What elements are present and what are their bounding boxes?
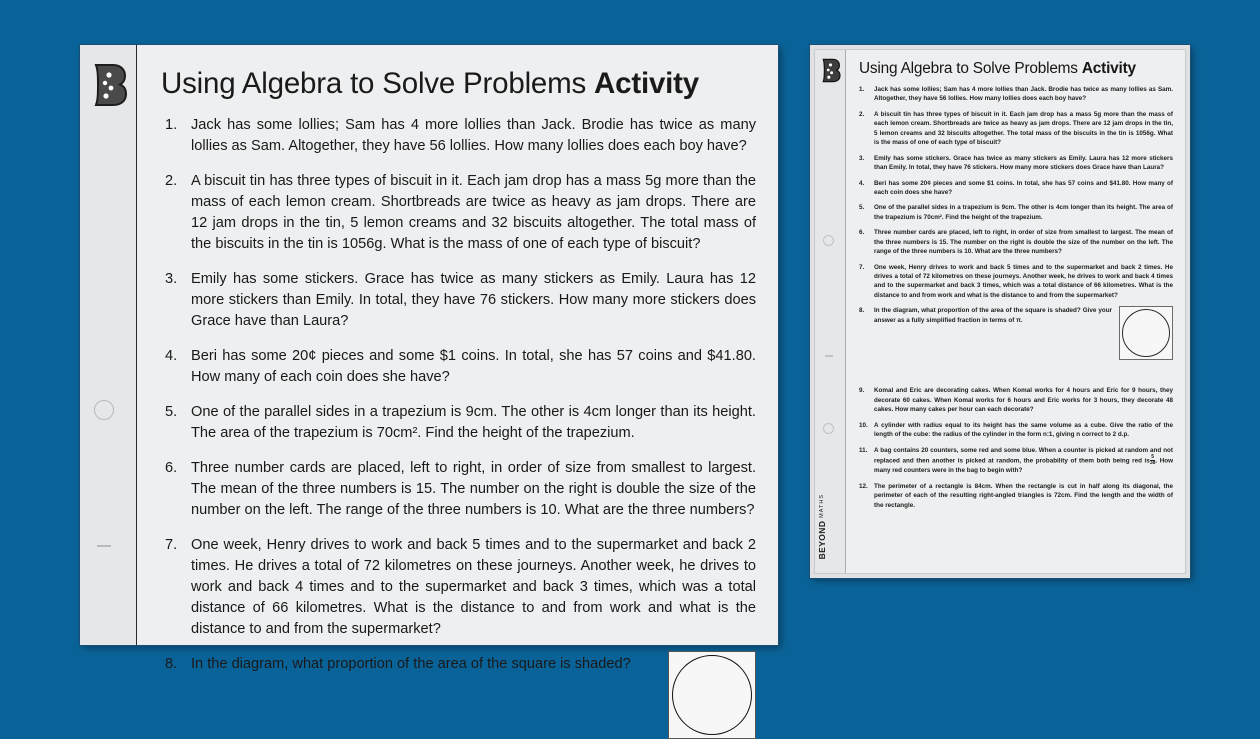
worksheet-body	[137, 45, 778, 672]
thumbnail-question-item	[857, 154, 1173, 173]
beyond-b-logo-icon	[92, 63, 126, 107]
question-item	[159, 535, 756, 640]
page-title-bold: Activity	[594, 67, 700, 100]
thumbnail-question-item	[857, 110, 1173, 148]
question-text: Emily has some stickers. Grace has twice as many stickers as Emily. Laura has 12 more stickers than Emily. In total, they have 76 stickers. How many more stickers does Grace have than Laura?	[191, 271, 756, 329]
thumbnail-question-list	[857, 85, 1173, 510]
question-item	[159, 269, 756, 332]
question-item	[159, 346, 756, 388]
binder-dash	[97, 545, 111, 547]
page-title-regular: Using Algebra to Solve Problems	[161, 67, 595, 100]
thumbnail-question-item	[857, 85, 1173, 104]
question-text-tail: . How many red counters were in the bag to begin with?	[874, 457, 1173, 475]
question-item	[159, 171, 756, 255]
square-with-inscribed-circle-figure	[1119, 306, 1173, 360]
question-text: One week, Henry drives to work and back 5 times and to the supermarket and back 2 times. He drives a total of 72 kilometres on these journeys. Another week, he drives to work and back 4 times and to the supermarket and back 3 times, which was a total distance of 66 kilometres. What is the distance to and from work and what is the distance to and from the supermarket?	[874, 263, 1173, 299]
question-item	[159, 402, 756, 444]
question-text: A biscuit tin has three types of biscuit in it. Each jam drop has a mass 5g more than the mass of each lemon cream. Shortbreads are twice as heavy as jam drops. There are 12 jam drops in the tin, 5 lemon creams and 32 biscuits altogether. The total mass of the biscuits in the tin is 1056g. What is the mass of one of each type of biscuit?	[874, 110, 1173, 147]
question-text: Beri has some 20¢ pieces and some $1 coins. In total, she has 57 coins and $41.80. How many of each coin does she have?	[191, 348, 756, 385]
binder-hole	[94, 400, 114, 420]
worksheet-page-thumbnail[interactable]	[810, 45, 1190, 578]
question-text: Beri has some 20¢ pieces and some $1 coins. In total, she has 57 coins and $41.80. How many of each coin does she have?	[874, 179, 1173, 196]
question-text: A cylinder with radius equal to its height has the same volume as a cube. Give the ratio of the length of the cube: the radius of the cylinder in the form n:1, giving n correct to 2 d.p.	[874, 421, 1173, 439]
thumbnail-question-item	[857, 446, 1173, 476]
question-text: Jack has some lollies; Sam has 4 more lollies than Jack. Brodie has twice as many lollies as Sam. Altogether, they have 56 lollies. How many lollies does each boy have?	[874, 86, 1173, 103]
thumbnail-body	[846, 50, 1185, 573]
thumbnail-question-item	[857, 228, 1173, 256]
question-list	[159, 115, 756, 739]
question-text: Jack has some lollies; Sam has 4 more lollies than Jack. Brodie has twice as many lollies as Sam. Altogether, they have 56 lollies. How many lollies does each boy have?	[191, 117, 756, 154]
question-item	[159, 654, 756, 739]
page-margin-strip	[80, 45, 137, 645]
fraction-numerator: 5	[1151, 453, 1154, 460]
thumbnail-question-item	[857, 421, 1173, 440]
thumbnail-inner-page	[815, 50, 1185, 573]
binder-hole	[823, 423, 834, 434]
question-text: In the diagram, what proportion of the area of the square is shaded?	[191, 656, 631, 672]
figure-spacer	[874, 360, 1173, 380]
thumbnail-question-item	[857, 263, 1173, 301]
question-item	[159, 115, 756, 157]
binder-dash	[825, 355, 833, 357]
question-text: In the diagram, what proportion of the area of the square is shaded?	[874, 307, 1081, 315]
question-text: Komal and Eric are decorating cakes. When Komal works for 4 hours and Eric for 9 hours, they decorate 60 cakes. When Komal works for 6 hours and Eric works for 3 hours, they decorate 48 cakes. How many cakes per hour can each decorate?	[874, 387, 1173, 414]
question-text: One of the parallel sides in a trapezium is 9cm. The other is 4cm longer than its height. The area of the trapezium is 70cm². Find the height of the trapezium.	[191, 404, 756, 441]
question-text: Emily has some stickers. Grace has twice as many stickers as Emily. Laura has 12 more stickers than Emily. In total, they have 76 stickers. How many more stickers does Grace have than Laura?	[874, 154, 1173, 172]
question-item	[159, 458, 756, 521]
thumbnail-margin-strip	[815, 50, 846, 573]
page-title	[161, 67, 756, 101]
square-with-inscribed-circle-figure	[668, 651, 756, 739]
thumbnail-question-item	[857, 482, 1173, 510]
question-text: A bag contains 20 counters, some red and some blue. When a counter is picked at random and not replaced and then another is picked at random, the probability of them both being red is	[874, 446, 1173, 465]
thumbnail-question-item	[857, 179, 1173, 198]
worksheet-page-main[interactable]	[80, 45, 778, 672]
binder-hole	[823, 235, 834, 246]
beyond-b-logo-icon	[821, 58, 840, 83]
circle-shape	[1122, 309, 1170, 357]
question-subtext: Give your answer as a fully simplified fraction in terms of π.	[874, 307, 1113, 324]
brand-name: BEYOND	[817, 520, 827, 559]
question-text: Three number cards are placed, left to right, in order of size from smallest to largest. The mean of the three numbers is 15. The number on the right is double the size of the number on the left. The range of the three numbers is 10. What are the three numbers?	[191, 460, 756, 518]
thumbnail-question-item	[857, 203, 1173, 222]
brand-subtitle: MATHS	[819, 493, 825, 518]
question-text: One week, Henry drives to work and back 5 times and to the supermarket and back 2 times. He drives a total of 72 kilometres on these journeys. Another week, he drives to work and back 4 times and to the supermarket and back 3 times, which was a total distance of 66 kilometres. What is the distance to and from work and what is the distance to and from the supermarket?	[191, 537, 756, 637]
thumbnail-question-item	[857, 306, 1173, 380]
fraction-denominator: 38	[1149, 460, 1156, 467]
thumbnail-page-title	[859, 60, 1173, 78]
question-text: A biscuit tin has three types of biscuit in it. Each jam drop has a mass 5g more than the mass of each lemon cream. Shortbreads are twice as heavy as jam drops. There are 12 jam drops in the tin, 5 lemon creams and 32 biscuits altogether. The total mass of the biscuits in the tin is 1056g. What is the mass of one of each type of biscuit?	[191, 173, 756, 252]
question-text: Three number cards are placed, left to right, in order of size from smallest to largest. The mean of the three numbers is 15. The number on the right is double the size of the number on the left. The range of the three numbers is 10. What are the three numbers?	[874, 229, 1173, 256]
question-text: One of the parallel sides in a trapezium is 9cm. The other is 4cm longer than its height. The area of the trapezium is 70cm². Find the height of the trapezium.	[874, 204, 1173, 221]
circle-shape	[672, 655, 752, 735]
beyond-maths-brand	[817, 494, 839, 559]
thumbnail-question-item	[857, 386, 1173, 414]
thumbnail-title-bold: Activity	[1081, 60, 1136, 77]
thumbnail-title-regular: Using Algebra to Solve Problems	[859, 60, 1082, 77]
question-text: The perimeter of a rectangle is 84cm. When the rectangle is cut in half along its diagonal, the perimeter of each of the resulting right-angled triangles is 72cm. Find the length and the width of the rectangle.	[874, 482, 1173, 509]
